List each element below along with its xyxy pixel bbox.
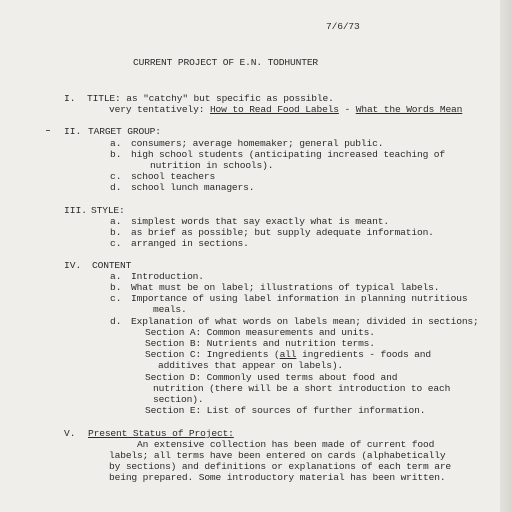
margin-mark <box>46 130 50 131</box>
subsection-e: Section E: List of sources of further information. <box>145 405 426 416</box>
subsection-c-continuation: additives that appear on labels). <box>158 360 344 371</box>
section-5-heading: Present Status of Project: <box>88 428 234 439</box>
status-paragraph-line: labels; all terms have been entered on cards (alphabetically <box>109 450 446 461</box>
status-paragraph-line: by sections) and definitions or explanations of each term are <box>109 461 452 472</box>
list-item-continuation: nutrition in schools). <box>150 160 274 171</box>
status-paragraph-line: An extensive collection has been made of current food <box>137 439 435 450</box>
working-title-part2: What the Words Mean <box>355 104 463 115</box>
list-item: consumers; average homemaker; general public. <box>131 138 384 149</box>
list-item: What must be on label; illustrations of typical labels. <box>131 282 440 293</box>
list-item: high school students (anticipating increased teaching of <box>131 149 446 160</box>
list-label: d. <box>110 316 122 327</box>
subsection-d-continuation: section). <box>153 394 204 405</box>
page-edge-shadow <box>500 0 512 512</box>
list-item: school lunch managers. <box>131 182 255 193</box>
section-1-title-line: TITLE: as "catchy" but specific as possible. <box>87 93 334 104</box>
list-label: c. <box>110 171 122 182</box>
title-separator: - <box>344 104 351 115</box>
section-5-number: V. <box>64 428 76 439</box>
list-label: b. <box>110 282 122 293</box>
list-label: c. <box>110 238 122 249</box>
subsection-c <box>145 349 431 360</box>
section-1-tentative-line <box>109 104 462 115</box>
list-item: school teachers <box>131 171 216 182</box>
subsection-c-emphasis: all <box>279 349 297 360</box>
list-item: arranged in sections. <box>131 238 249 249</box>
section-4-heading: CONTENT <box>92 260 132 271</box>
section-3-number: III. <box>64 205 88 216</box>
list-item: Introduction. <box>131 271 204 282</box>
subsection-c-suffix: ingredients - foods and <box>296 349 431 360</box>
list-item: Importance of using label information in planning nutritious <box>131 293 468 304</box>
section-2-number: II. <box>64 126 82 137</box>
subsection-c-prefix: Section C: Ingredients ( <box>145 349 280 360</box>
section-3-heading: STYLE: <box>91 205 125 216</box>
section-2-heading: TARGET GROUP: <box>88 126 161 137</box>
working-title-part1: How to Read Food Labels <box>209 104 339 115</box>
subsection-d: Section D: Commonly used terms about food and <box>145 372 398 383</box>
document-heading: CURRENT PROJECT OF E.N. TODHUNTER <box>133 57 319 68</box>
list-label: c. <box>110 293 122 304</box>
document-date: 7/6/73 <box>326 21 360 32</box>
subsection-b: Section B: Nutrients and nutrition terms. <box>145 338 375 349</box>
list-label: b. <box>110 149 122 160</box>
list-item: Explanation of what words on labels mean; divided in sections; <box>131 316 479 327</box>
subsection-d-continuation: nutrition (there will be a short introduction to each <box>153 383 451 394</box>
list-label: a. <box>110 138 122 149</box>
section-4-number: IV. <box>64 260 82 271</box>
section-1-number: I. <box>64 93 76 104</box>
list-label: b. <box>110 227 122 238</box>
list-item: as brief as possible; but supply adequate information. <box>131 227 434 238</box>
tentative-prefix: very tentatively: <box>109 104 205 115</box>
list-label: a. <box>110 216 122 227</box>
list-item-continuation: meals. <box>153 304 187 315</box>
list-label: a. <box>110 271 122 282</box>
list-item: simplest words that say exactly what is meant. <box>131 216 389 227</box>
list-label: d. <box>110 182 122 193</box>
status-paragraph-line: being prepared. Some introductory material has been written. <box>109 472 446 483</box>
subsection-a: Section A: Common measurements and units. <box>145 327 375 338</box>
